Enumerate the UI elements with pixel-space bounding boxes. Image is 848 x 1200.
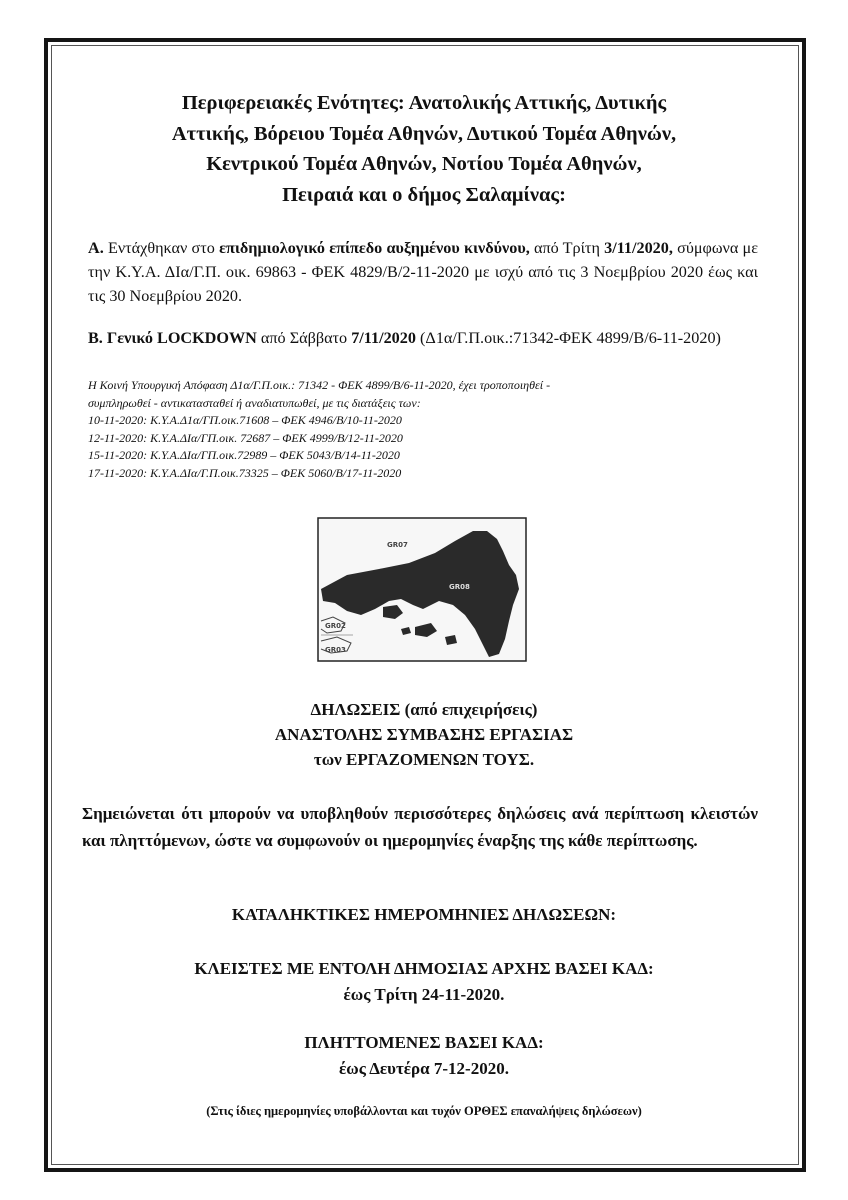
map-label: GR08 <box>449 583 470 591</box>
section-a <box>88 236 758 308</box>
section-b-date: 7/11/2020 <box>351 329 416 347</box>
section-a-text-1: Εντάχθηκαν στο <box>103 239 220 257</box>
affected-label: ΠΛΗΤΤΟΜΕΝΕΣ ΒΑΣΕΙ ΚΑΔ: <box>304 1033 544 1052</box>
declarations-line: των ΕΡΓΑΖΟΜΕΝΩΝ ΤΟΥΣ. <box>313 750 535 769</box>
affected-deadline <box>70 1030 778 1082</box>
amendments-intro: Η Κοινή Υπουργική Απόφαση Δ1α/Γ.Π.οικ.: 71342 - ΦΕΚ 4899/Β/6-11-2020, έχει τροποποιηθεί - <box>88 378 551 392</box>
amendments-list <box>88 377 788 483</box>
section-b-text-1: από Σάββατο <box>256 329 352 347</box>
section-a-date: 3/11/2020, <box>604 239 673 257</box>
section-b-text-2: (Δ1α/Γ.Π.οικ.:71342-ΦΕΚ 4899/Β/6-11-2020) <box>415 329 721 347</box>
deadlines-heading: ΚΑΤΑΛΗΚΤΙΚΕΣ ΗΜΕΡΟΜΗΝΙΕΣ ΔΗΛΩΣΕΩΝ: <box>231 905 617 924</box>
map-label: GR02 <box>325 622 346 630</box>
map-label: GR03 <box>325 646 346 654</box>
title-line: Πειραιά και ο δήμος Σαλαμίνας: <box>282 183 566 206</box>
amendments-intro: συμπληρωθεί - αντικατασταθεί ή αναδιατυπωθεί, με τις διατάξεις των: <box>88 395 421 410</box>
amendment-item: 12-11-2020: Κ.Υ.Α.ΔΙα/ΓΠ.οικ. 72687 – ΦΕΚ 4999/Β/12-11-2020 <box>88 430 403 445</box>
section-a-label: Α. <box>88 239 104 257</box>
declarations-line: ΑΝΑΣΤΟΛΗΣ ΣΥΜΒΑΣΗΣ ΕΡΓΑΣΙΑΣ <box>274 725 574 744</box>
section-a-risk-level: επιδημιολογικό επίπεδο αυξημένου κινδύνου, <box>219 239 530 257</box>
note-paragraph: Σημειώνεται ότι μπορούν να υποβληθούν περισσότερες δηλώσεις ανά περίπτωση κλειστών και πληττόμενων, ώστε να συμφωνούν οι ημερομηνίες έναρξης της κάθε περίπτωσης. <box>82 804 758 850</box>
section-b-label: Β. Γενικό LOCKDOWN <box>88 329 257 347</box>
title-line: Κεντρικού Τομέα Αθηνών, Νοτίου Τομέα Αθηνών, <box>206 153 642 175</box>
page-title <box>70 88 778 210</box>
amendment-item: 10-11-2020: Κ.Υ.Α.Δ1α/ΓΠ.οικ.71608 – ΦΕΚ 4946/Β/10-11-2020 <box>88 413 402 428</box>
title-line: Αττικής, Βόρειου Τομέα Αθηνών, Δυτικού Τομέα Αθηνών, <box>171 122 677 145</box>
closed-date: έως Τρίτη 24-11-2020. <box>343 985 505 1004</box>
declarations-heading <box>70 697 778 772</box>
title-line: Περιφερειακές Ενότητες: Ανατολικής Αττικής, Δυτικής <box>181 92 667 114</box>
footnote: (Στις ίδιες ημερομηνίες υποβάλλονται και τυχόν ΟΡΘΕΣ επαναλήψεις δηλώσεων) <box>206 1104 642 1118</box>
map-label: GR07 <box>387 541 408 549</box>
closed-label: ΚΛΕΙΣΤΕΣ ΜΕ ΕΝΤΟΛΗ ΔΗΜΟΣΙΑΣ ΑΡΧΗΣ ΒΑΣΕΙ ΚΑΔ: <box>194 959 654 978</box>
section-b <box>88 327 758 350</box>
amendment-item: 17-11-2020: Κ.Υ.Α.ΔΙα/Γ.Π.οικ.73325 – ΦΕΚ 5060/Β/17-11-2020 <box>88 465 402 480</box>
section-a-text-3: σύμφωνα με την Κ.Υ.Α. ΔΙα/Γ.Π. οικ. 69863 - ΦΕΚ 4829/Β/2-11-2020 με ισχύ από τις 3 Νοεμβρίου 2020 έως και τις 30 Νοεμβρίου 2020. <box>88 239 758 305</box>
declarations-line: ΔΗΛΩΣΕΙΣ (από επιχειρήσεις) <box>310 700 538 719</box>
amendment-item: 15-11-2020: Κ.Υ.Α.ΔΙα/ΓΠ.οικ.72989 – ΦΕΚ 5043/Β/14-11-2020 <box>88 448 400 463</box>
closed-deadline <box>70 956 778 1008</box>
affected-date: έως Δευτέρα 7-12-2020. <box>339 1059 509 1078</box>
region-map <box>317 517 527 662</box>
section-a-text-2: από Τρίτη <box>529 239 605 257</box>
